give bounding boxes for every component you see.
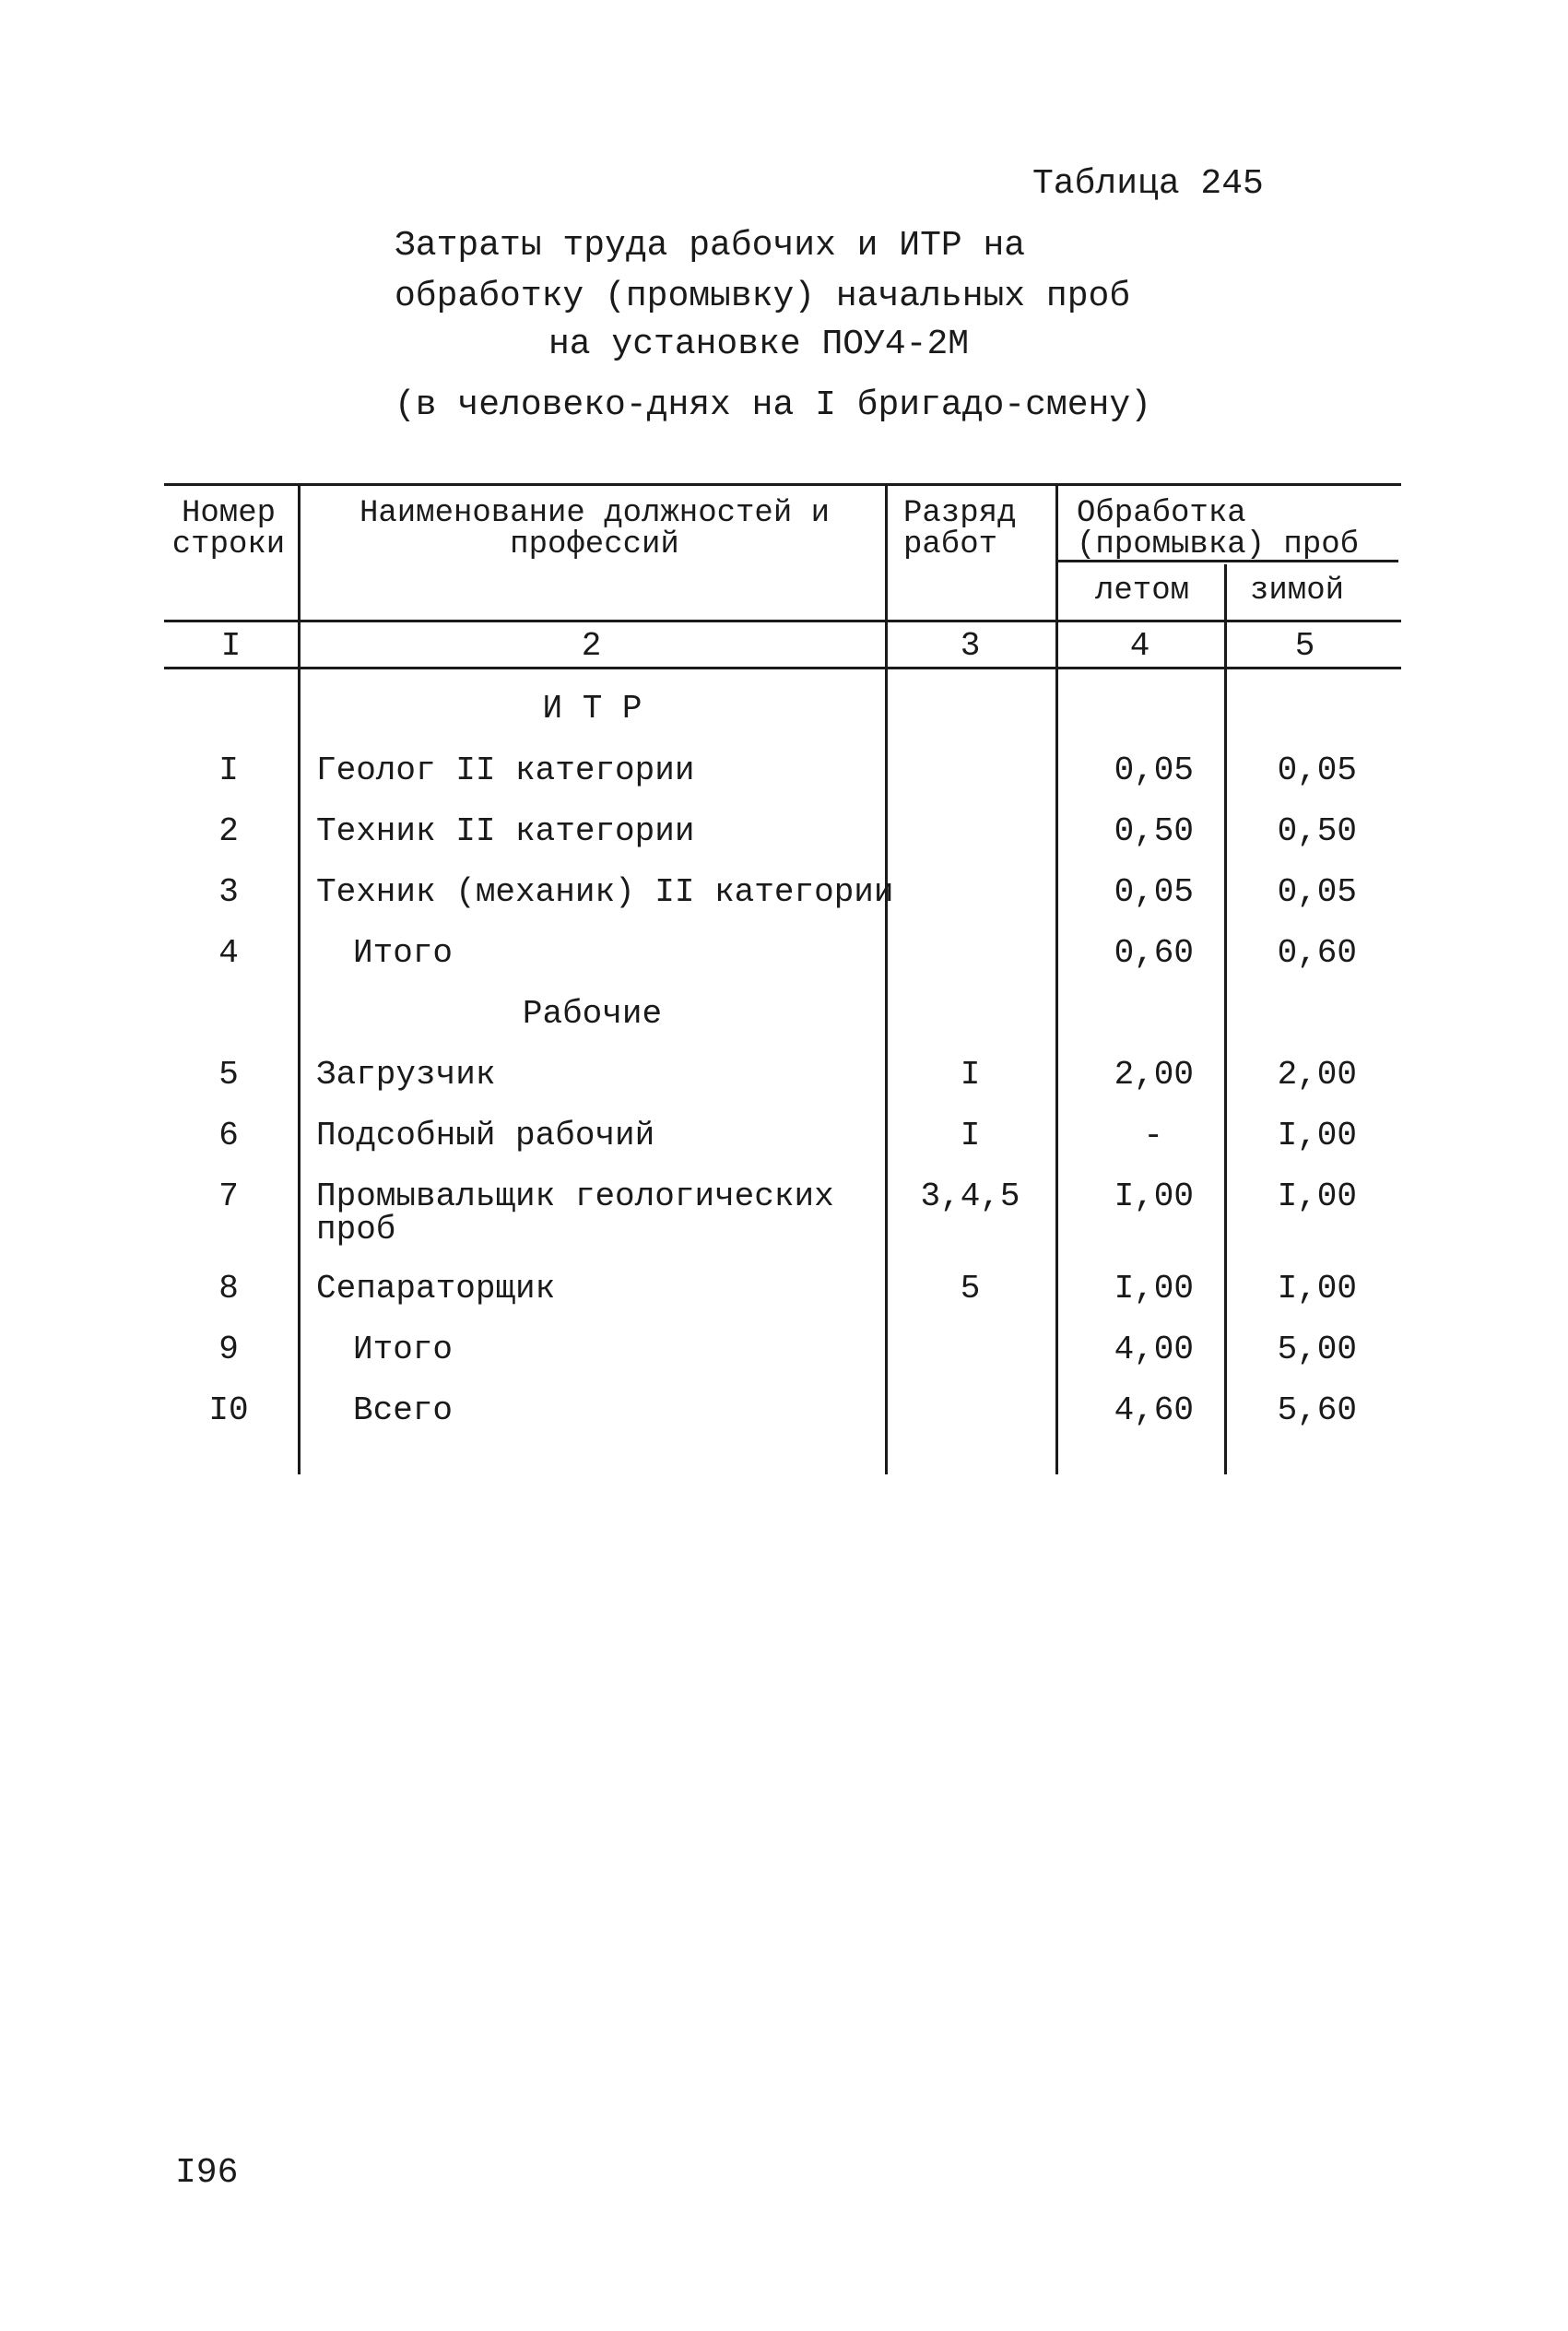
table-row	[0, 873, 1568, 919]
row-winter: 0,50	[1277, 812, 1357, 850]
table-top-rule	[164, 483, 1401, 486]
row-summer: 2,00	[1114, 1056, 1194, 1094]
row-name: Техник II категории	[316, 812, 695, 850]
row-number: 3	[218, 873, 239, 911]
row-number: 8	[218, 1270, 239, 1307]
row-winter: I,00	[1277, 1177, 1357, 1215]
section-itr: И Т Р	[542, 690, 643, 728]
column-number-1: I	[220, 627, 242, 665]
column-numbers-bottom-rule	[164, 667, 1401, 669]
row-winter: I,00	[1277, 1270, 1357, 1307]
row-grade: 3,4,5	[920, 1177, 1020, 1215]
header-grade-line1: Разряд	[903, 496, 1017, 531]
row-summer: 0,50	[1114, 812, 1194, 850]
header-processing	[1077, 498, 1359, 561]
row-summer: 4,60	[1114, 1391, 1194, 1429]
header-row-number-line1: Номер	[181, 496, 277, 531]
row-summer: 0,05	[1114, 751, 1194, 789]
row-name: Промывальщик геологических	[316, 1177, 834, 1215]
row-number: 9	[218, 1331, 239, 1368]
table-row	[0, 1331, 1568, 1377]
row-name: Сепараторщик	[316, 1270, 556, 1307]
section-workers: Рабочие	[522, 995, 663, 1033]
header-name-line2: профессий	[510, 527, 679, 562]
row-winter: 5,00	[1277, 1331, 1357, 1368]
row-number: 2	[218, 812, 239, 850]
column-number-4: 4	[1129, 627, 1150, 665]
row-summer: 0,60	[1114, 934, 1194, 972]
table-row	[0, 1177, 1568, 1248]
row-winter: 0,05	[1277, 751, 1357, 789]
row-number: 7	[218, 1177, 239, 1215]
table-label: Таблица 245	[1032, 164, 1264, 204]
row-summer: 0,05	[1114, 873, 1194, 911]
table-title-line-2: обработку (промывку) начальных проб	[395, 277, 1131, 316]
header-winter: зимой	[1249, 574, 1345, 609]
header-name-line1: Наименование должностей и	[359, 496, 831, 531]
row-number: 4	[218, 934, 239, 972]
row-name: Итого	[353, 1331, 454, 1368]
table-row	[0, 812, 1568, 858]
column-number-2: 2	[581, 627, 602, 665]
table-row	[0, 1056, 1568, 1102]
header-processing-line2: (промывка) проб	[1077, 527, 1360, 562]
row-summer: 4,00	[1114, 1331, 1194, 1368]
row-number: 6	[218, 1117, 239, 1154]
row-summer: I,00	[1114, 1177, 1194, 1215]
row-summer: -	[1143, 1117, 1163, 1154]
table-row	[0, 1117, 1568, 1163]
row-name: Геолог II категории	[316, 751, 695, 789]
row-number: I	[218, 751, 239, 789]
page-number: I96	[175, 2153, 239, 2193]
header-row-number-line2: строки	[171, 527, 286, 562]
header-bottom-rule	[164, 620, 1401, 622]
header-name	[304, 498, 885, 561]
table-title-line-1: Затраты труда рабочих и ИТР на	[395, 226, 1026, 266]
table-row	[0, 934, 1568, 980]
table-row	[0, 1391, 1568, 1438]
row-name: Подсобный рабочий	[316, 1117, 655, 1154]
row-winter: 2,00	[1277, 1056, 1357, 1094]
row-grade: I	[960, 1056, 981, 1094]
table-row	[0, 1270, 1568, 1316]
row-number: I0	[208, 1391, 249, 1429]
row-name-continued: проб	[316, 1211, 396, 1248]
header-summer: летом	[1094, 574, 1190, 609]
row-name: Всего	[353, 1391, 454, 1429]
units-note: (в человеко-днях на I бригадо-смену)	[395, 385, 1151, 425]
row-name: Итого	[353, 934, 454, 972]
header-grade	[903, 498, 1016, 561]
row-winter: I,00	[1277, 1117, 1357, 1154]
row-grade: 5	[960, 1270, 981, 1307]
column-number-3: 3	[960, 627, 981, 665]
table-title-line-3: на установке ПОУ4-2М	[548, 325, 970, 364]
row-winter: 5,60	[1277, 1391, 1357, 1429]
header-processing-line1: Обработка	[1077, 496, 1246, 531]
column-number-5: 5	[1294, 627, 1315, 665]
row-winter: 0,60	[1277, 934, 1357, 972]
row-name: Загрузчик	[316, 1056, 496, 1094]
header-row-number	[164, 498, 293, 561]
row-name: Техник (механик) II категории	[316, 873, 894, 911]
row-summer: I,00	[1114, 1270, 1194, 1307]
row-winter: 0,05	[1277, 873, 1357, 911]
header-grade-line2: работ	[903, 527, 998, 562]
row-grade: I	[960, 1117, 981, 1154]
table-row	[0, 751, 1568, 798]
row-number: 5	[218, 1056, 239, 1094]
